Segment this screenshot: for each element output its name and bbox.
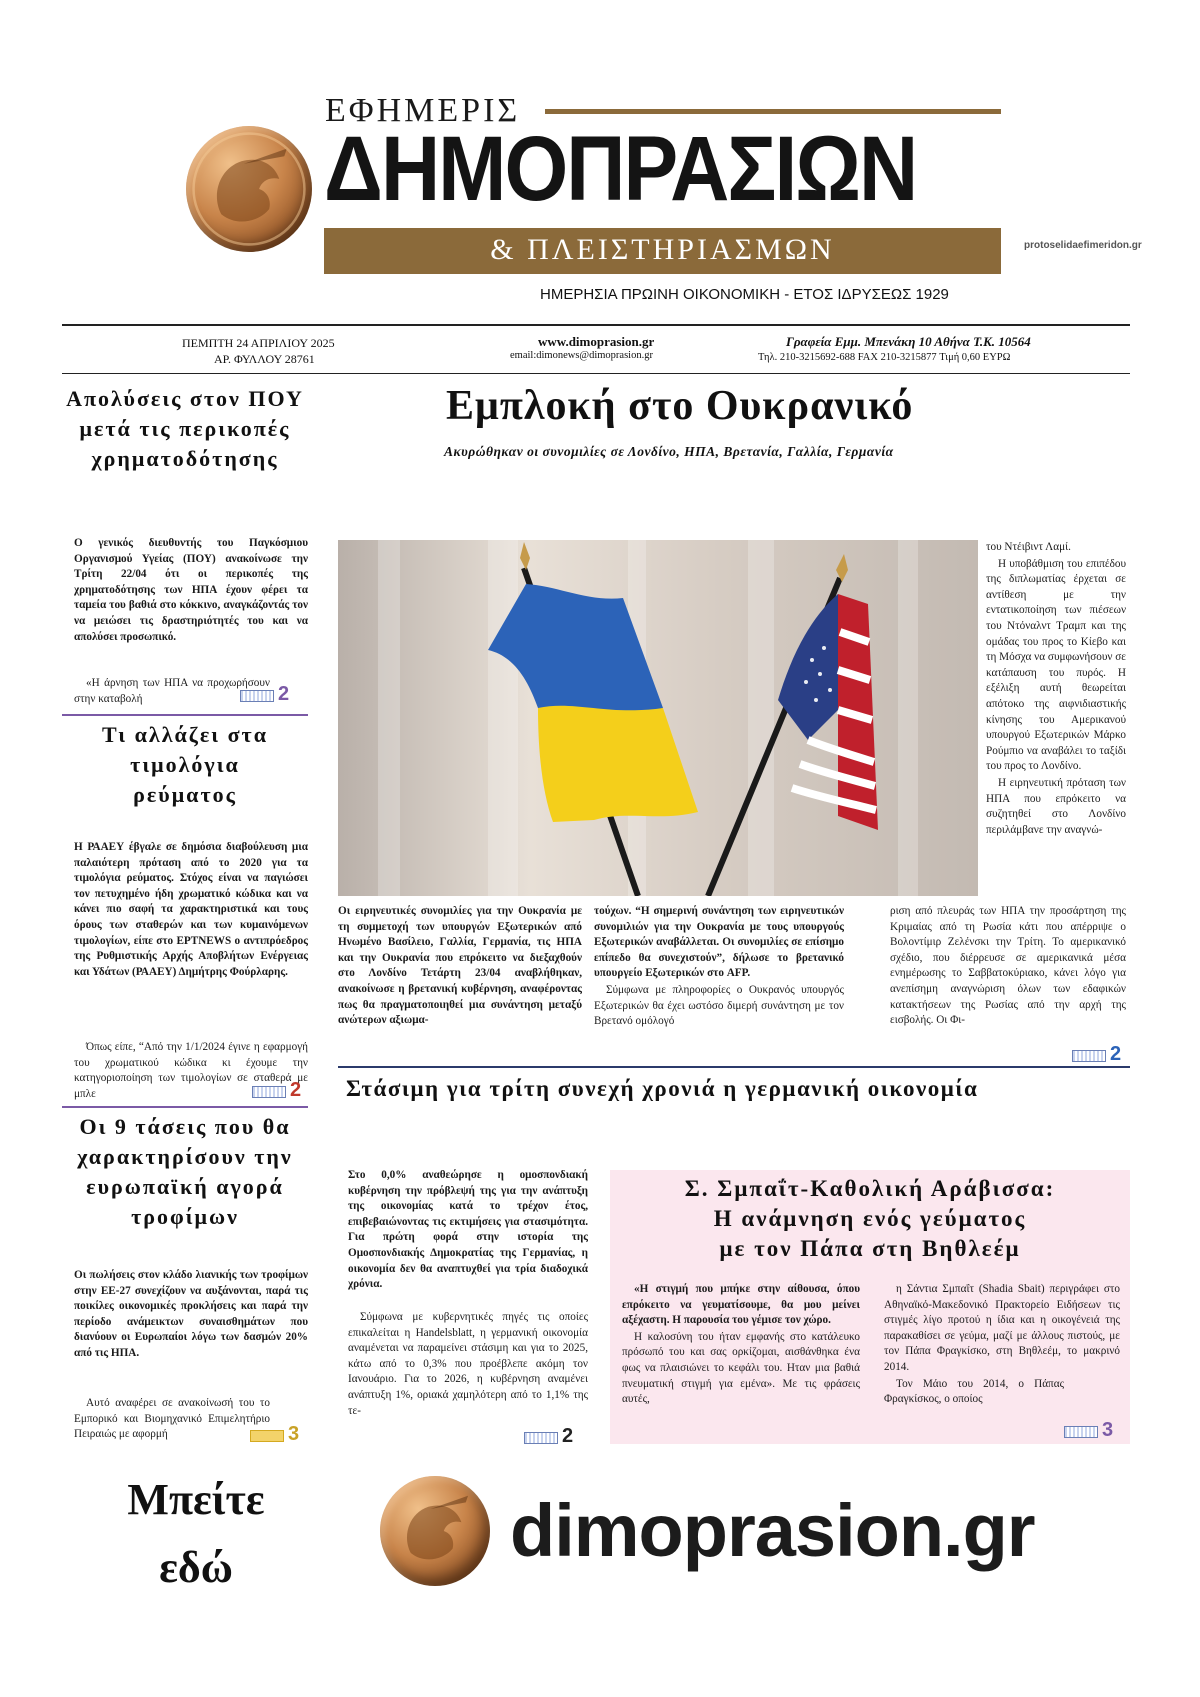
headline-electricity-tariffs[interactable]: Τι αλλάζει στα τιμολόγια ρεύματος <box>102 722 268 807</box>
flags-illustration <box>338 540 978 896</box>
office-address: Γραφεία Εμμ. Μπενάκη 10 Αθήνα Τ.Κ. 10564 <box>786 334 1031 349</box>
germany-body-text: Σύμφωνα με κυβερνητικές πηγές τις οποίες επικαλείται η Handelsblatt, η γερμανική οικονομία αναμένεται να παραμείνει στάσιμη και για το 2025, κάτω από το 0,3% που προέβλεπε ακόμη τον Ιανουάριο. Για το 2026, η κυβέρνηση αναμένει ανάπτυξη 1%, οριακά χαμηλότερη από το 1,1% της τε- <box>348 1311 588 1417</box>
art2-lead: Η ΡΑΑΕΥ έβγαλε σε δημόσια διαβούλευση μια παλαιότερη πρόταση από το 2020 για τα τιμολόγια ρεύματος. Στόχος είναι να παγιώσει τον πετυχημένο ήδη χρωματικό κώδικα και να κάνει πιο σαφή τα χαρακτηριστικά και τους όρους των σταθερών και των κυμαινόμενων τιμολογίων, είπε στο ΕΡΤNEWS ο αντιπρόεδρος της Ρυθμιστικής Αρχής Αποβλήτων Ενέργειας και Υδάτων (ΡΑΑΕΥ) Δημήτρης Φούρλαρης. <box>74 841 308 978</box>
germany-page-ref[interactable] <box>524 1426 573 1447</box>
art3-lead: Οι πωλήσεις στον κλάδο λιανικής των τροφίμων στην ΕΕ-27 συνεχίζουν να αυξάνονται, παρά τις ποικίλες οικονομικές προκλήσεις και παρά την περίοδο ανάμεικτων συναισθημάτων που διανύουν οι Ευρωπαίοι λόγω των δασμών 20% από τις ΗΠΑ. <box>74 1269 308 1359</box>
main-col3-c: Η ειρηνευτική πρόταση των ΗΠΑ που επρόκειτο να συζητηθεί στο Λονδίνο περιλάμβανε την αναγνώ- <box>986 776 1126 836</box>
pope-col2-a: η Σάντια Σμπαΐτ (Shadia Sbait) περιγράφει στο Αθηναϊκό-Μακεδονικό Πρακτορείο Ειδήσεων τις στιγμές λίγο προτού η ίδια και η οικογένειά της παρακαθίσει σε γεύμα, μαζί με άλλους πιστούς, με τον Πάπα Φραγκίσκο, στη Βηθλεέμ, το μακρινό 2014. <box>884 1283 1120 1373</box>
masthead-band: & ΠΛΕΙΣΤΗΡΙΑΣΜΩΝ <box>324 228 1001 274</box>
pope-page-ref[interactable] <box>1064 1420 1113 1441</box>
art1-body-text: «Η άρνηση των ΗΠΑ να προχωρήσουν στην καταβολή <box>74 677 270 705</box>
main-col2-a: τούχων. “Η σημερινή συνάντηση των ειρηνευτικών συνομιλιών για την Ουκρανία με τους υπουργούς Εξωτερικών αναβάλλεται. Οι συνομιλίες σε επίσημο επίπεδο θα συνεχιστούν”, δήλωσε το βρετανικό υπουργείο Εξωτερικών στο AFP. <box>594 905 844 980</box>
main-page-number: 2 <box>1110 1043 1122 1065</box>
page-ref-icon <box>1064 1426 1098 1438</box>
art3-page-ref[interactable] <box>250 1424 299 1445</box>
headline-who-layoffs[interactable]: Απολύσεις στον ΠΟΥ μετά τις περικοπές χρηματοδότησης <box>66 386 304 471</box>
pope-col2 <box>884 1282 1120 1440</box>
page-ref-icon <box>524 1432 558 1444</box>
headline-germany-economy[interactable]: Στάσιμη για τρίτη συνεχή χρονιά η γερμανική οικονομία <box>346 1076 979 1101</box>
main-col4 <box>890 904 1126 1062</box>
art3-page-number: 3 <box>288 1423 300 1445</box>
main-headline[interactable]: Εμπλοκή στο Ουκρανικό <box>446 383 914 429</box>
page-ref-icon <box>250 1430 284 1442</box>
art1-page-number: 2 <box>278 683 290 705</box>
main-col3-a: του Ντέιβιντ Λαμί. <box>986 541 1071 553</box>
pope-lead: «Η στιγμή που μπήκε στην αίθουσα, όπου επρόκειτο να γευματίσουμε, θα μου μείνει αξέχαστη. Η παρουσία του γέμισε τον χώρο. <box>622 1283 860 1327</box>
art1-divider <box>62 714 308 716</box>
art3-body-text: Αυτό αναφέρει σε ανακοίνωσή του το Εμπορικό και Βιομηχανικό Επιμελητήριο Πειραιώς με αφορμή <box>74 1397 270 1441</box>
pope-body: Η καλοσύνη του ήταν εμφανής στο κατάλευκο πρόσωπό του και σας ορκίζομαι, αισθάνθηκα ένα φως να πλαισιώνει το κεφάλι του. Ηταν μια βαθιά πνευματική στιγμή για εμένα». Με τις φράσεις αυτές, <box>622 1330 860 1406</box>
watermark: protoselidaefimeridon.gr <box>1024 240 1142 251</box>
art1-page-ref[interactable] <box>240 684 289 705</box>
site-banner-link[interactable]: dimoprasion.gr <box>510 1489 1035 1572</box>
germany-lead: Στο 0,0% αναθεώρησε η ομοσπονδιακή κυβέρνηση την πρόβλεψή της για την ανάπτυξη της οικονομίας κατά το τρέχον έτος, επιβεβαιώνοντας τις εκτιμήσεις για στασιμότητα. Για πρώτη φορά στην ιστορία της Ομοσπονδιακής Δημοκρατίας της Γερμανίας, η οικονομία δεν θα αναπτυχθεί για τρία διαδοχικά χρόνια. <box>348 1169 588 1291</box>
main-col3 <box>986 540 1126 898</box>
germany-page-number: 2 <box>562 1425 574 1447</box>
art2-divider <box>62 1106 308 1108</box>
main-subheadline: Ακυρώθηκαν οι συνομιλίες σε Λονδίνο, ΗΠΑ, Βρετανία, Γαλλία, Γερμανία <box>444 444 894 459</box>
website-link[interactable]: www.dimoprasion.gr <box>538 334 655 349</box>
masthead-title: ΔΗΜΟΠΡΑΣΙΩΝ <box>324 118 917 221</box>
masthead-top-word: ΕΦΗΜΕΡΙΣ <box>325 92 521 129</box>
headline-pope-3: με τον Πάπα στη Βηθλεέμ <box>719 1236 1021 1261</box>
main-col3-b: Η υποβάθμιση του επιπέδου της διπλωματίας έρχεται σε αντίθεση με την εντατικοποίηση των πιέσεων του Ντόναλντ Τραμπ και της ομάδας του προς το Κίεβο και τη Μόσχα να συμφωνήσουν σε κατάπαυση του πυρός. Η εξέλιξη αυτή θεωρείται απότοκο της αιφνιδιαστικής κίνησης του Αμερικανού υπουργού Εξωτερικών Μάρκο Ρούμπιο να αναβάλει το ταξίδι του προς το Λονδίνο. <box>986 557 1126 773</box>
pope-col1 <box>622 1282 860 1440</box>
main-col1: Οι ειρηνευτικές συνομιλίες για την Ουκρανία με τη συμμετοχή των υπουργών Εξωτερικών από Ηνωμένο Βασίλειο, Γαλλία, Γερμανία, τις ΗΠΑ και την Ουκρανία που επρόκειτο να διεξαχθούν στο Λονδίνο Τετάρτη 23/04 αναβλήθηκαν, ανακοίνωσε η βρετανική κυβέρνηση, αναφέροντας πως θα πραγματοποιηθεί μια συνάντηση μεταξύ ανώτερων αξιωμα- <box>338 905 582 1027</box>
pope-col2-b: Τον Μάιο του 2014, ο Πάπας Φραγκίσκος, ο οποίος <box>884 1377 1064 1406</box>
art2-page-ref[interactable] <box>252 1080 301 1101</box>
issue-date: ΠΕΜΠΤΗ 24 ΑΠΡΙΛΙΟΥ 2025 <box>182 336 335 350</box>
art2-body-text: Όπως είπε, “Από την 1/1/2024 έγινε η εφαρμογή του χρωματικού κώδικα κι έχουμε την κατηγοριοποίηση των τιμολογίων σε σταθερά με μπλε <box>74 1041 308 1100</box>
main-col2 <box>594 904 844 1062</box>
issue-number: ΑΡ. ΦΥΛΛΟΥ 28761 <box>214 352 315 366</box>
art2-page-number: 2 <box>290 1079 302 1101</box>
phone-info: Τηλ. 210-3215692-688 FAX 210-3215877 Τιμή 0,60 ΕΥΡΩ <box>758 352 1011 363</box>
coin-logo-icon <box>380 1476 490 1586</box>
coin-logo-icon <box>186 126 312 252</box>
masthead-subline: ΗΜΕΡΗΣΙΑ ΠΡΩΙΝΗ ΟΙΚΟΝΟΜΙΚΗ - ΕΤΟΣ ΙΔΡΥΣΕΩΣ 1929 <box>540 286 949 303</box>
pope-page-number: 3 <box>1102 1419 1114 1441</box>
info-top-rule <box>62 324 1130 326</box>
page-ref-icon <box>1072 1050 1106 1062</box>
cta-line-1: Μπείτε <box>127 1475 265 1524</box>
headline-pope-1[interactable]: Σ. Σμπαΐτ-Καθολική Αράβισσα: <box>684 1176 1056 1201</box>
flags-photo <box>338 540 978 896</box>
email-link[interactable]: email:dimonews@dimoprasion.gr <box>510 350 653 361</box>
art3-body <box>74 1396 270 1444</box>
headline-food-market[interactable]: Οι 9 τάσεις που θα χαρακτηρίσουν την ευρωπαϊκή αγορά τροφίμων <box>77 1114 293 1229</box>
main-divider <box>338 1066 1130 1068</box>
masthead-top-rule <box>545 109 1001 114</box>
cta-enter[interactable] <box>62 1466 330 1602</box>
art1-lead: Ο γενικός διευθυντής του Παγκόσμιου Οργανισμού Υγείας (ΠΟΥ) ανακοίνωσε την Τρίτη 22/04 ότι οι περικοπές της χρηματοδότησης των ΗΠΑ έχουν φέρει τα ταμεία του βαθιά στο κόκκινο, αναγκάζοντάς τον να μειώσει τις δραστηριότητές του και να απολύσει προσωπικό. <box>74 537 308 643</box>
headline-pope-2: Η ανάμνηση ενός γεύματος <box>713 1206 1027 1231</box>
main-page-ref[interactable] <box>1072 1044 1121 1065</box>
main-col2-b: Σύμφωνα με πληροφορίες ο Ουκρανός υπουργός Εξωτερικών θα έχει ωστόσο διμερή συνάντηση με τον Βρετανό ομόλογό <box>594 983 844 1028</box>
page-ref-icon <box>252 1086 286 1098</box>
info-bottom-rule <box>62 373 1130 374</box>
cta-line-2: εδώ <box>159 1543 233 1592</box>
main-col4-text: ριση από πλευράς των ΗΠΑ την προσάρτηση της Κριμαίας από τη Ρωσία κάτι που απέρριψε ο Βολοντίμιρ Ζελένσκι την Τρίτη. Το αμερικανικό σχέδιο, που διέρρευσε σε αμερικανικά μέσα ενημέρωσης το Σαββατοκύριακο, κάνει λόγο για ανεπίσημη αναγνώριση όλων των εδαφικών κατακτήσεων της Ρωσίας από την αρχή της εισβολής. Οι Φι- <box>890 905 1126 1027</box>
page-ref-icon <box>240 690 274 702</box>
